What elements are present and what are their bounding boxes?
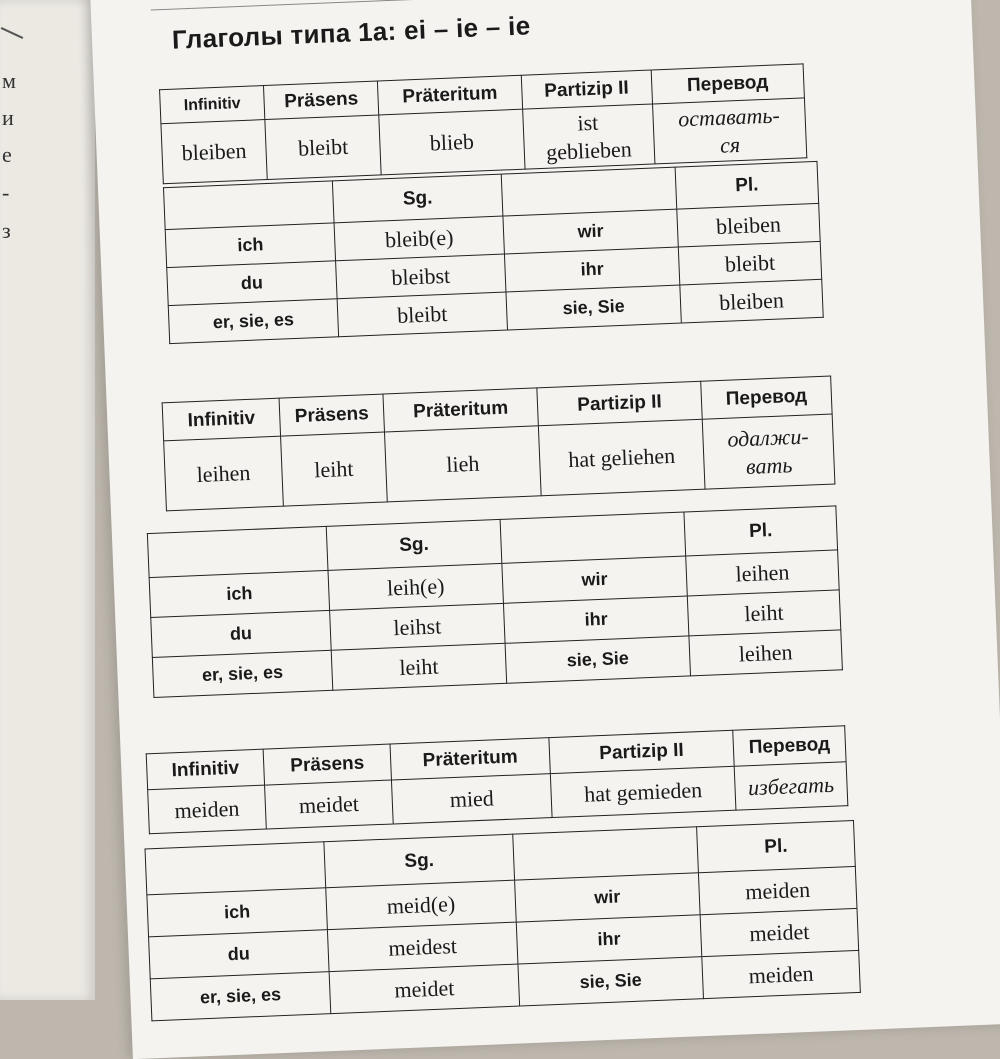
- verb-table-meiden: [146, 725, 849, 834]
- conj-pronoun: wir: [515, 873, 701, 922]
- value-praesens: meidet: [265, 780, 394, 829]
- left-page-fragment: и: [2, 105, 14, 130]
- value-praeteritum: mied: [391, 774, 552, 824]
- page-title: Глаголы типа 1a: ei – ie – ie: [171, 10, 531, 55]
- header-praeteritum: Präteritum: [383, 388, 538, 432]
- conj-header-pl: Pl.: [684, 506, 838, 556]
- conjugation-table-leihen: [147, 505, 843, 698]
- conj-form: bleiben: [680, 279, 823, 323]
- conj-pronoun: er, sie, es: [168, 299, 338, 344]
- conj-header-sg: Sg.: [324, 834, 515, 888]
- header-partizip: Partizip II: [549, 730, 734, 773]
- header-infinitiv: Infinitiv: [160, 86, 265, 124]
- conj-form: leihst: [330, 603, 505, 650]
- value-partizip: hat gemieden: [550, 766, 736, 817]
- value-praeteritum: blieb: [379, 109, 525, 175]
- conjugation-table-bleiben: [163, 161, 824, 344]
- conj-empty-cell: [147, 526, 328, 577]
- conj-form: leihen: [686, 550, 839, 596]
- conj-form: bleibt: [678, 241, 821, 285]
- left-page-fragment: з: [2, 218, 11, 243]
- left-page-rule: [1, 27, 24, 39]
- partizip-line: ist: [576, 109, 599, 135]
- header-praesens: Präsens: [263, 744, 391, 785]
- value-translation: [702, 414, 835, 489]
- header-translation: Перевод: [651, 64, 805, 104]
- value-translation: [652, 98, 807, 164]
- conj-form: meiden: [698, 866, 857, 914]
- conj-pronoun: sie, Sie: [518, 957, 704, 1006]
- header-translation: Перевод: [701, 376, 832, 419]
- conj-empty-cell: [513, 827, 699, 880]
- value-infinitiv: leihen: [164, 436, 284, 511]
- conj-form: leiht: [331, 643, 506, 690]
- conj-pronoun: er, sie, es: [152, 650, 332, 697]
- conj-pronoun: ich: [147, 888, 328, 937]
- value-praeteritum: lieh: [384, 426, 541, 502]
- header-infinitiv: Infinitiv: [162, 398, 280, 441]
- conj-header-sg: Sg.: [332, 174, 503, 223]
- conj-form: bleibst: [336, 254, 506, 299]
- conj-empty-cell: [500, 512, 686, 563]
- conj-header-pl: Pl.: [675, 161, 819, 209]
- value-partizip: hat geliehen: [538, 419, 705, 496]
- conj-empty-cell: [501, 167, 677, 216]
- left-page-fragment: -: [2, 180, 10, 205]
- conj-form: bleib(e): [334, 216, 504, 261]
- conj-form: meid(e): [326, 880, 517, 930]
- conj-pronoun: ihr: [504, 247, 679, 292]
- conj-empty-cell: [145, 842, 326, 895]
- conj-pronoun: du: [167, 261, 337, 306]
- value-partizip: [522, 104, 654, 169]
- header-praesens: Präsens: [263, 81, 379, 120]
- conj-form: meidest: [327, 922, 518, 972]
- conj-header-sg: Sg.: [326, 519, 502, 570]
- conj-form: bleiben: [677, 203, 820, 247]
- conj-header-pl: Pl.: [697, 820, 856, 872]
- book-page: [88, 0, 1000, 1059]
- header-praeteritum: Präteritum: [390, 738, 550, 780]
- conj-pronoun: wir: [503, 209, 678, 254]
- partizip-line: geblieben: [545, 135, 633, 165]
- header-praeteritum: Präteritum: [378, 75, 523, 115]
- value-translation: избегать: [734, 762, 848, 810]
- conjugation-table-meiden: [145, 820, 861, 1021]
- left-page-edge: [0, 0, 95, 1000]
- conj-form: leih(e): [328, 563, 503, 610]
- translation-line: одалжи-: [726, 422, 810, 452]
- header-partizip: Partizip II: [521, 70, 652, 109]
- conj-form: bleibt: [337, 292, 507, 337]
- conj-pronoun: sie, Sie: [506, 285, 681, 330]
- conj-pronoun: ich: [149, 570, 329, 617]
- translation-line: оставать-: [677, 101, 781, 131]
- conj-pronoun: sie, Sie: [505, 636, 690, 683]
- conj-pronoun: ihr: [516, 915, 702, 964]
- conj-form: meiden: [702, 950, 861, 998]
- left-page-fragment: м: [2, 68, 16, 93]
- value-praesens: bleibt: [265, 115, 382, 180]
- verb-table-leihen: [162, 376, 836, 512]
- conj-form: meidet: [700, 908, 859, 956]
- value-infinitiv: bleiben: [161, 120, 267, 184]
- conj-form: meidet: [329, 964, 520, 1014]
- header-translation: Перевод: [733, 726, 846, 766]
- translation-line: вать: [745, 451, 793, 479]
- value-praesens: leiht: [281, 432, 388, 506]
- header-infinitiv: Infinitiv: [146, 749, 264, 790]
- conj-pronoun: du: [151, 610, 331, 657]
- conj-pronoun: ihr: [503, 596, 688, 643]
- header-rule: [151, 0, 791, 11]
- left-page-fragment: е: [2, 142, 12, 167]
- header-praesens: Präsens: [279, 394, 384, 436]
- conj-pronoun: ich: [165, 223, 335, 268]
- conj-pronoun: er, sie, es: [150, 972, 331, 1021]
- conj-pronoun: du: [149, 930, 330, 979]
- header-partizip: Partizip II: [537, 381, 702, 426]
- conj-empty-cell: [164, 181, 335, 230]
- conj-form: leiht: [687, 590, 840, 636]
- conj-form: leihen: [689, 630, 842, 676]
- conj-pronoun: wir: [502, 556, 687, 603]
- value-infinitiv: meiden: [148, 785, 267, 834]
- translation-line: ся: [719, 131, 741, 158]
